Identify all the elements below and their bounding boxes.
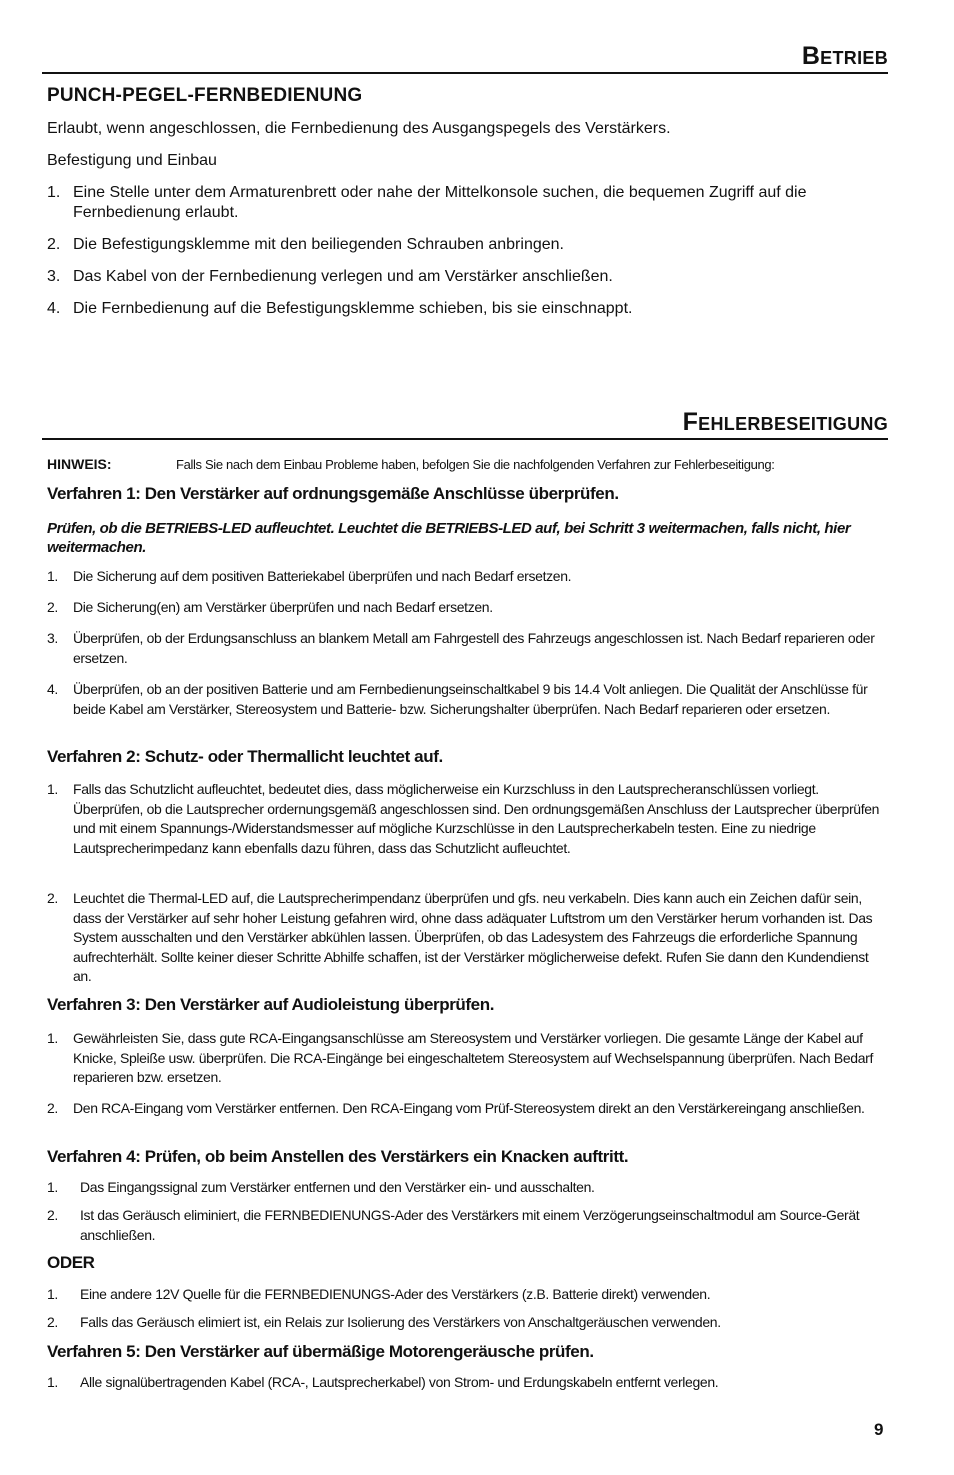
list-number: 2.	[47, 1207, 58, 1223]
list-item	[47, 1029, 887, 1088]
list-number: 2.	[47, 890, 58, 906]
list-text: Falls das Schutzlicht aufleuchtet, bedeutet dies, dass möglicherweise ein Kurzschluss in den Lautsprecheranschlüssen vorliegt. Überprüfen, ob die Lautsprecher ordernungsgemäß angeschlossen sind. Den ordnungsgemäßen Anschluss der Lautsprecher überprüfen und mit einem Spannungs-/Widerstandsmesser auf mögliche Kurzschlüsse in den Lautsprecherkabeln testen. Eine zu niedrige Lautsprecherimpedanz kann ebenfalls dazu führen, dass das Schutzlicht aufleuchtet.	[73, 781, 880, 856]
note-text: Falls Sie nach dem Einbau Probleme haben, befolgen Sie die nachfolgenden Verfahren zur Fehlerbeseitigung:	[176, 457, 775, 472]
list-item	[47, 1099, 887, 1119]
list-item	[47, 299, 887, 319]
list-item	[47, 1285, 887, 1305]
list-text: Alle signalübertragenden Kabel (RCA-, Lautsprecherkabel) von Strom- und Erdungskabeln entfernt verlegen.	[80, 1374, 719, 1390]
list-text: Leuchtet die Thermal-LED auf, die Lautsprecherimpendanz überprüfen und gfs. neu verkabeln. Dies kann auch ein Zeichen dafür sein, dass der Verstärker auf sehr hoher Leistung gefahren wird, ohne dass adäquater Luftstrom um den Verstärker herum vorhanden ist. Das System ausschalten und den Verstärker abkühlen lassen. Überprüfen, ob das Ladesystem des Fahrzeugs die erforderliche Spannung aufrechterhält. Sollte keiner dieser Schritte Abhilfe schaffen, ist der Verstärker möglicherweise defekt. Rufen Sie dann den Kundendienst an.	[73, 890, 873, 984]
list-number: 1.	[47, 568, 58, 584]
list-item	[47, 183, 887, 223]
list-item	[47, 1206, 887, 1245]
list-item	[47, 598, 887, 618]
list-number: 3.	[47, 268, 61, 285]
list-item	[47, 629, 887, 668]
list-number: 2.	[47, 236, 61, 253]
punch-intro: Erlaubt, wenn angeschlossen, die Fernbedienung des Ausgangspegels des Verstärkers.	[47, 120, 671, 137]
section-header-operation: Betrieb	[42, 42, 888, 74]
list-text: Das Kabel von der Fernbedienung verlegen und am Verstärker anschließen.	[73, 268, 613, 285]
list-text: Den RCA-Eingang vom Verstärker entfernen. Den RCA-Eingang vom Prüf-Stereosystem direkt an den Verstärkereingang anschließen.	[73, 1100, 865, 1116]
procedure-2-title: Verfahren 2: Schutz- oder Thermallicht leuchtet auf.	[47, 747, 443, 766]
list-text: Die Fernbedienung auf die Befestigungsklemme schieben, bis sie einschnappt.	[73, 300, 633, 317]
list-item	[47, 680, 887, 719]
list-item	[47, 1313, 887, 1333]
procedure-1-title: Verfahren 1: Den Verstärker auf ordnungsgemäße Anschlüsse überprüfen.	[47, 484, 619, 503]
page-number: 9	[874, 1420, 884, 1439]
punch-subhead: Befestigung und Einbau	[47, 152, 217, 169]
list-text: Gewährleisten Sie, dass gute RCA-Eingangsanschlüsse am Stereosystem und Verstärker vorliegen. Die gesamte Länge der Kabel auf Knicke, Spleiße usw. überprüfen. Die RCA-Eingänge bei eingeschaltetem Stereosystem auf Wechselspannung überprüfen. Nach Bedarf reparieren bzw. ersetzen.	[73, 1030, 874, 1085]
list-text: Eine Stelle unter dem Armaturenbrett oder nahe der Mittelkonsole suchen, die bequemen Zugriff auf die Fernbedienung erlaubt.	[73, 184, 807, 221]
list-number: 4.	[47, 681, 58, 697]
list-text: Die Befestigungsklemme mit den beiliegenden Schrauben anbringen.	[73, 236, 564, 253]
procedure-5-title: Verfahren 5: Den Verstärker auf übermäßige Motorengeräusche prüfen.	[47, 1342, 594, 1361]
punch-title: PUNCH-PEGEL-FERNBEDIENUNG	[47, 85, 363, 106]
note-label: HINWEIS:	[47, 456, 112, 472]
list-number: 1.	[47, 1286, 58, 1302]
list-number: 2.	[47, 599, 58, 615]
list-item	[47, 235, 887, 255]
list-number: 1.	[47, 781, 58, 797]
procedure-4-title: Verfahren 4: Prüfen, ob beim Anstellen des Verstärkers ein Knacken auftritt.	[47, 1147, 629, 1166]
list-text: Überprüfen, ob an der positiven Batterie und am Fernbedienungseinschaltkabel 9 bis 14.4 Volt anliegen. Die Qualität der Anschlüsse für beide Kabel am Verstärker, Stereosystem und Batterie- bzw. Sicherungshalter überprüfen. Nach Bedarf reparieren oder ersetzen.	[73, 681, 868, 717]
list-number: 2.	[47, 1100, 58, 1116]
list-text: Falls das Geräusch elimiert ist, ein Relais zur Isolierung des Verstärkers von Anschaltgeräuschen verwenden.	[80, 1314, 721, 1330]
list-number: 1.	[47, 184, 61, 201]
or-heading: ODER	[47, 1253, 95, 1272]
list-text: Eine andere 12V Quelle für die FERNBEDIENUNGS-Ader des Verstärkers (z.B. Batterie direkt) verwenden.	[80, 1286, 711, 1302]
list-number: 2.	[47, 1314, 58, 1330]
list-number: 1.	[47, 1179, 58, 1195]
list-text: Die Sicherung(en) am Verstärker überprüfen und nach Bedarf ersetzen.	[73, 599, 493, 615]
list-number: 3.	[47, 630, 58, 646]
list-number: 1.	[47, 1374, 58, 1390]
list-item	[47, 1178, 887, 1198]
list-item	[47, 267, 887, 287]
list-item	[47, 780, 887, 858]
list-item	[47, 1373, 887, 1393]
list-number: 4.	[47, 300, 61, 317]
section-header-troubleshooting: Fehlerbeseitigung	[42, 408, 888, 440]
list-item	[47, 567, 887, 587]
list-text: Überprüfen, ob der Erdungsanschluss an blankem Metall am Fahrgestell des Fahrzeugs angeschlossen ist. Nach Bedarf reparieren oder ersetzen.	[73, 630, 875, 666]
list-text: Das Eingangssignal zum Verstärker entfernen und den Verstärker ein- und ausschalten.	[80, 1179, 595, 1195]
list-text: Die Sicherung auf dem positiven Batteriekabel überprüfen und nach Bedarf ersetzen.	[73, 568, 572, 584]
procedure-1-emphasis: Prüfen, ob die BETRIEBS-LED aufleuchtet. Leuchtet die BETRIEBS-LED auf, bei Schritt 3 weitermachen, falls nicht, hier weitermachen.	[47, 520, 851, 556]
list-text: Ist das Geräusch eliminiert, die FERNBEDIENUNGS-Ader des Verstärkers mit einem Verzögerungseinschaltmodul am Source-Gerät anschließen.	[80, 1207, 860, 1243]
list-item	[47, 889, 887, 987]
list-number: 1.	[47, 1030, 58, 1046]
procedure-3-title: Verfahren 3: Den Verstärker auf Audioleistung überprüfen.	[47, 995, 495, 1014]
